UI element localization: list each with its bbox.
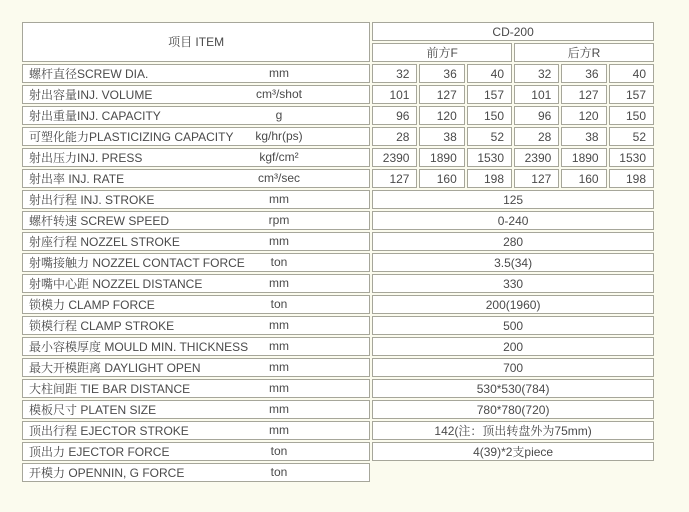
item-cell bbox=[22, 463, 370, 482]
value-cell: 38 bbox=[419, 127, 464, 146]
item-cell bbox=[22, 442, 370, 461]
span-value-cell: 4(39)*2支piece bbox=[372, 442, 654, 461]
item-cell bbox=[22, 127, 370, 146]
item-label: 螺杆直径SCREW DIA. bbox=[29, 66, 149, 81]
item-label: 可塑化能力PLASTICIZING CAPACITY bbox=[29, 129, 234, 144]
item-unit: cm³/shot bbox=[255, 87, 302, 101]
item-unit: mm bbox=[269, 360, 289, 374]
item-unit: rpm bbox=[268, 213, 290, 227]
item-unit: mm bbox=[269, 402, 289, 416]
value-cell: 32 bbox=[372, 64, 417, 83]
item-label: 螺杆转速 SCREW SPEED bbox=[29, 213, 170, 228]
item-label: 最大开模距离 DAYLIGHT OPEN bbox=[29, 360, 201, 375]
item-cell bbox=[22, 421, 370, 440]
item-unit: mm bbox=[269, 234, 289, 248]
item-cell bbox=[22, 253, 370, 272]
item-column-header: 项目 ITEM bbox=[22, 22, 370, 62]
value-cell: 127 bbox=[372, 169, 417, 188]
table-row bbox=[22, 316, 654, 335]
table-row bbox=[22, 421, 654, 440]
item-label: 顶出力 EJECTOR FORCE bbox=[29, 444, 170, 459]
item-cell bbox=[22, 274, 370, 293]
front-group-header: 前方F bbox=[372, 43, 512, 62]
value-cell: 1890 bbox=[419, 148, 464, 167]
item-label: 射出重量INJ. CAPACITY bbox=[29, 108, 161, 123]
value-cell: 96 bbox=[372, 106, 417, 125]
value-cell: 2390 bbox=[514, 148, 559, 167]
item-unit: ton bbox=[270, 465, 288, 479]
value-cell: 198 bbox=[467, 169, 512, 188]
item-label: 开模力 OPENNIN, G FORCE bbox=[29, 465, 185, 480]
table-row bbox=[22, 442, 654, 461]
item-cell bbox=[22, 211, 370, 230]
span-value-cell: 200 bbox=[372, 337, 654, 356]
span-value-cell: 280 bbox=[372, 232, 654, 251]
value-cell: 96 bbox=[514, 106, 559, 125]
rear-group-header: 后方R bbox=[514, 43, 654, 62]
item-cell bbox=[22, 295, 370, 314]
span-value-cell: 0-240 bbox=[372, 211, 654, 230]
item-unit: kg/hr(ps) bbox=[255, 129, 303, 143]
item-label: 射座行程 NOZZEL STROKE bbox=[29, 234, 180, 249]
item-cell bbox=[22, 148, 370, 167]
item-unit: mm bbox=[269, 318, 289, 332]
item-cell bbox=[22, 379, 370, 398]
value-cell: 101 bbox=[372, 85, 417, 104]
value-cell: 36 bbox=[561, 64, 606, 83]
span-value-cell: 530*530(784) bbox=[372, 379, 654, 398]
item-cell bbox=[22, 316, 370, 335]
header-row-model bbox=[22, 22, 654, 41]
table-row bbox=[22, 211, 654, 230]
value-cell: 36 bbox=[419, 64, 464, 83]
table-row bbox=[22, 232, 654, 251]
table-row bbox=[22, 127, 654, 146]
value-cell: 127 bbox=[514, 169, 559, 188]
value-cell: 150 bbox=[609, 106, 654, 125]
value-cell: 1530 bbox=[467, 148, 512, 167]
item-label: 射出容量INJ. VOLUME bbox=[29, 87, 153, 102]
item-cell bbox=[22, 190, 370, 209]
value-cell: 127 bbox=[561, 85, 606, 104]
table-row bbox=[22, 274, 654, 293]
table-row bbox=[22, 295, 654, 314]
item-cell bbox=[22, 400, 370, 419]
value-cell: 38 bbox=[561, 127, 606, 146]
item-cell bbox=[22, 358, 370, 377]
item-unit: mm bbox=[269, 66, 289, 80]
span-value-cell: 125 bbox=[372, 190, 654, 209]
item-cell bbox=[22, 232, 370, 251]
value-cell: 28 bbox=[514, 127, 559, 146]
value-cell: 127 bbox=[419, 85, 464, 104]
item-cell bbox=[22, 337, 370, 356]
item-label: 顶出行程 EJECTOR STROKE bbox=[29, 423, 189, 438]
item-unit: g bbox=[275, 108, 283, 122]
span-value-cell: 200(1960) bbox=[372, 295, 654, 314]
value-cell: 120 bbox=[419, 106, 464, 125]
value-cell: 157 bbox=[467, 85, 512, 104]
item-unit: mm bbox=[269, 381, 289, 395]
value-cell: 32 bbox=[514, 64, 559, 83]
item-label: 锁模行程 CLAMP STROKE bbox=[29, 318, 175, 333]
item-label: 射出压力INJ. PRESS bbox=[29, 150, 143, 165]
table-row bbox=[22, 400, 654, 419]
value-cell: 157 bbox=[609, 85, 654, 104]
span-value-cell: 700 bbox=[372, 358, 654, 377]
model-header: CD-200 bbox=[372, 22, 654, 41]
item-unit: mm bbox=[269, 276, 289, 290]
item-unit: mm bbox=[269, 192, 289, 206]
item-label: 大柱间距 TIE BAR DISTANCE bbox=[29, 381, 191, 396]
value-cell: 120 bbox=[561, 106, 606, 125]
span-value-cell: 330 bbox=[372, 274, 654, 293]
item-unit: cm³/sec bbox=[258, 171, 300, 185]
value-cell: 150 bbox=[467, 106, 512, 125]
value-cell: 101 bbox=[514, 85, 559, 104]
value-cell: 52 bbox=[467, 127, 512, 146]
item-cell bbox=[22, 169, 370, 188]
item-cell bbox=[22, 64, 370, 83]
item-label: 模板尺寸 PLATEN SIZE bbox=[29, 402, 157, 417]
item-unit: kgf/cm² bbox=[259, 150, 299, 164]
table-row bbox=[22, 190, 654, 209]
item-unit: mm bbox=[269, 339, 289, 353]
table-row bbox=[22, 379, 654, 398]
value-cell: 1530 bbox=[609, 148, 654, 167]
value-cell: 160 bbox=[561, 169, 606, 188]
table-row bbox=[22, 106, 654, 125]
value-cell: 2390 bbox=[372, 148, 417, 167]
item-unit: ton bbox=[270, 255, 288, 269]
item-label: 射嘴接触力 NOZZEL CONTACT FORCE bbox=[29, 255, 245, 270]
table-row bbox=[22, 148, 654, 167]
value-cell: 28 bbox=[372, 127, 417, 146]
item-unit: ton bbox=[270, 444, 288, 458]
table-row bbox=[22, 337, 654, 356]
value-cell: 52 bbox=[609, 127, 654, 146]
empty-value-cell bbox=[372, 463, 654, 482]
table-row bbox=[22, 64, 654, 83]
item-unit: ton bbox=[270, 297, 288, 311]
item-label: 锁模力 CLAMP FORCE bbox=[29, 297, 155, 312]
table-row bbox=[22, 85, 654, 104]
item-unit: mm bbox=[269, 423, 289, 437]
item-label: 射出行程 INJ. STROKE bbox=[29, 192, 155, 207]
table-row bbox=[22, 169, 654, 188]
item-label: 射嘴中心距 NOZZEL DISTANCE bbox=[29, 276, 203, 291]
table-row bbox=[22, 463, 654, 482]
spec-table-body bbox=[22, 64, 654, 482]
item-label: 最小容模厚度 MOULD MIN. THICKNESS bbox=[29, 339, 249, 354]
item-cell bbox=[22, 106, 370, 125]
item-label: 射出率 INJ. RATE bbox=[29, 171, 125, 186]
value-cell: 40 bbox=[467, 64, 512, 83]
table-row bbox=[22, 358, 654, 377]
value-cell: 40 bbox=[609, 64, 654, 83]
item-cell bbox=[22, 85, 370, 104]
spec-table bbox=[20, 20, 656, 484]
table-row bbox=[22, 253, 654, 272]
value-cell: 160 bbox=[419, 169, 464, 188]
span-value-cell: 3.5(34) bbox=[372, 253, 654, 272]
span-value-cell: 500 bbox=[372, 316, 654, 335]
span-value-cell: 780*780(720) bbox=[372, 400, 654, 419]
value-cell: 198 bbox=[609, 169, 654, 188]
value-cell: 1890 bbox=[561, 148, 606, 167]
span-value-cell: 142(注：顶出转盘外为75mm) bbox=[372, 421, 654, 440]
